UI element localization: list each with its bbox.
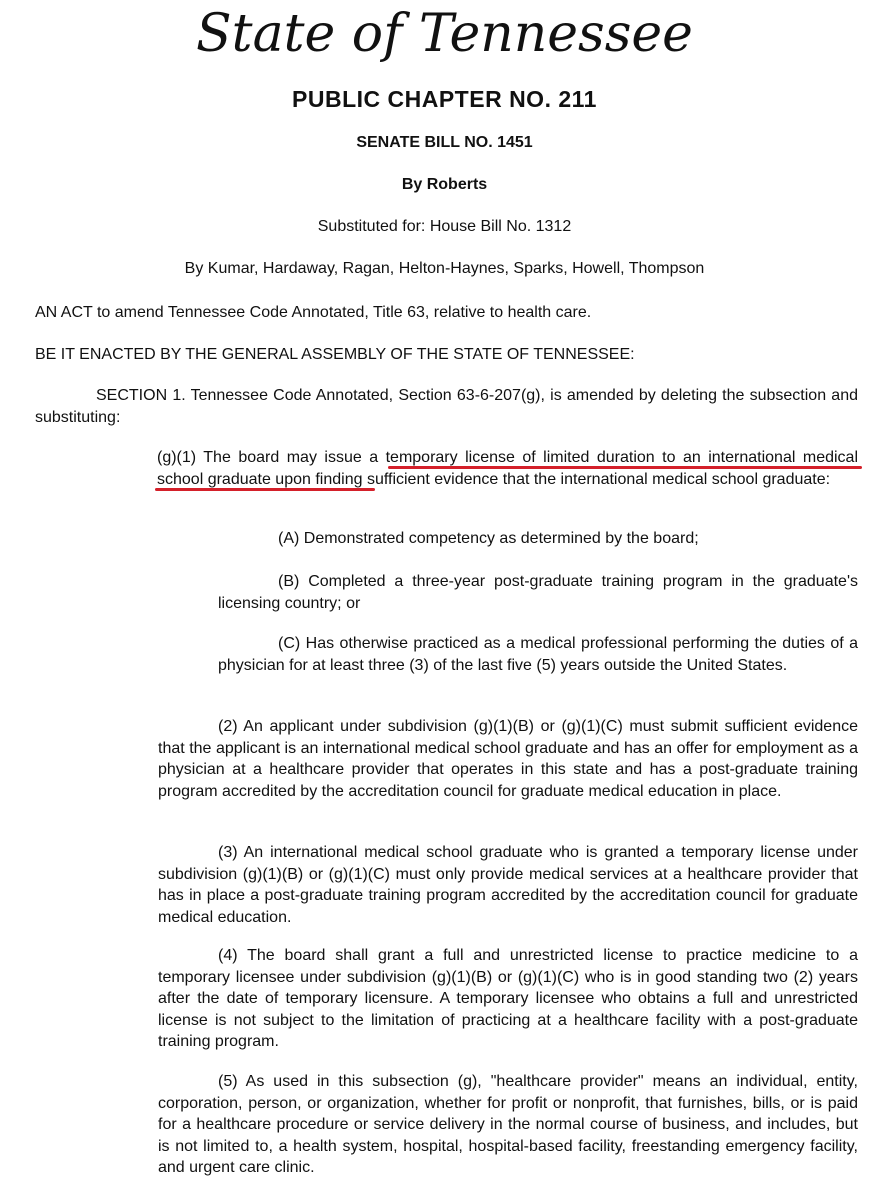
chapter-number: PUBLIC CHAPTER NO. 211: [292, 86, 597, 112]
red-underline-mark: [388, 466, 862, 469]
g1-suffix: upon finding sufficient evidence that the international medical school graduate:: [270, 470, 831, 488]
item-a: (A) Demonstrated competency as determined by the board;: [278, 530, 699, 547]
paragraph-3: (3) An international medical school graduate who is granted a temporary license under subdivision (g)(1)(B) or (g)(1)(C) must only provide medical services at a healthcare provider that has in place a post-graduate training program accredited by the accreditation council for graduate medical education.: [158, 844, 858, 926]
state-title: State of Tennessee: [196, 4, 693, 64]
enacting-clause: BE IT ENACTED BY THE GENERAL ASSEMBLY OF THE STATE OF TENNESSEE:: [35, 346, 635, 363]
senate-bill-number: SENATE BILL NO. 1451: [356, 134, 533, 151]
section-1: SECTION 1. Tennessee Code Annotated, Section 63-6-207(g), is amended by deleting the subsection and substituting:: [35, 387, 858, 426]
item-b: (B) Completed a three-year post-graduate training program in the graduate's licensing country; or: [218, 573, 858, 612]
highlighted-text: a temporary license of limited duration to an international medical school graduate: [157, 449, 859, 488]
paragraph-5: (5) As used in this subsection (g), "healthcare provider" means an individual, entity, corporation, person, or organization, whether for profit or nonprofit, that furnishes, bills, or is paid for a healthcare procedure or service delivery in the normal course of business, and includes, but is not limited to, a health system, hospital, hospital-based facility, freestanding emergency facility, and urgent care clinic.: [158, 1073, 858, 1176]
g1-prefix: (g)(1) The board may issue: [157, 449, 370, 466]
house-sponsors: By Kumar, Hardaway, Ragan, Helton-Haynes, Sparks, Howell, Thompson: [184, 260, 705, 277]
red-underline-mark: [155, 488, 375, 491]
act-title: AN ACT to amend Tennessee Code Annotated, Title 63, relative to health care.: [35, 304, 592, 321]
substituted-for: Substituted for: House Bill No. 1312: [317, 218, 572, 235]
item-c: (C) Has otherwise practiced as a medical professional performing the duties of a physician for at least three (3) of the last five (5) years outside the United States.: [218, 635, 858, 674]
paragraph-4: (4) The board shall grant a full and unrestricted license to practice medicine to a temporary licensee under subdivision (g)(1)(B) or (g)(1)(C) who is in good standing two (2) years after the date of temporary licensure. A temporary licensee who obtains a full and unrestricted license is not subject to the limitation of practicing at a healthcare facility with a post-graduate training program.: [158, 947, 858, 1050]
senate-sponsor: By Roberts: [401, 176, 488, 193]
paragraph-2: (2) An applicant under subdivision (g)(1)(B) or (g)(1)(C) must submit sufficient evidence that the applicant is an international medical school graduate and has an offer for employment as a physician at a healthcare provider that operates in this state and has a post-graduate training program accredited by the accreditation council for graduate medical education in place.: [158, 718, 858, 800]
